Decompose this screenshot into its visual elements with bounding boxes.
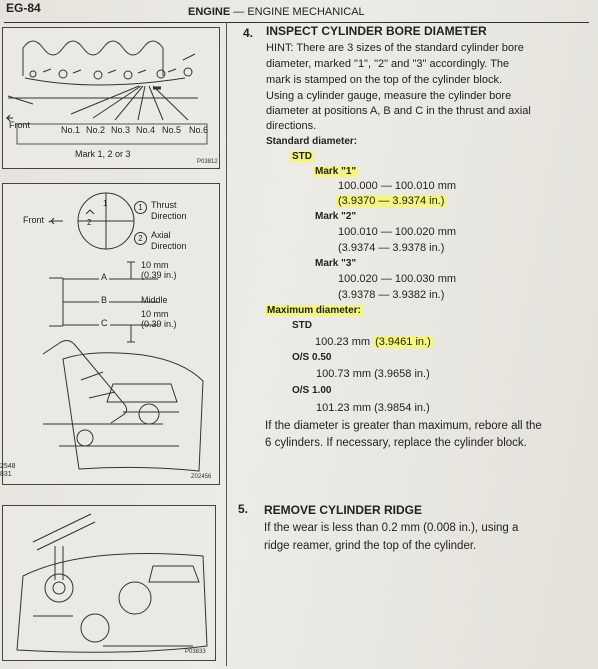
- fig2-front-text: Front: [23, 215, 45, 225]
- max-std-value: [315, 336, 433, 348]
- hint-line-3: mark is stamped on the top of the cylinder block.: [266, 74, 503, 86]
- axial-label-2: Direction: [151, 241, 187, 251]
- cylinder-position-5: No.5: [162, 125, 182, 135]
- step5-number: 5.: [238, 502, 249, 516]
- top-distance-in: (0.39 in.): [141, 270, 177, 280]
- os-100-value: 101.23 mm (3.9854 in.): [316, 402, 430, 414]
- step5-line-1: If the wear is less than 0.2 mm (0.008 in.), using a: [264, 522, 519, 534]
- top-distance-mm: 10 mm: [141, 260, 169, 270]
- step5-line-2: ridge reamer, grind the top of the cylinder.: [264, 540, 477, 552]
- mark1-label: [313, 166, 358, 177]
- bore-circle-1: 1: [103, 199, 108, 208]
- mark1-label-text: Mark "1": [315, 166, 357, 177]
- maximum-diameter-heading: [265, 305, 363, 316]
- page-header: [188, 6, 365, 18]
- thrust-label-2: Direction: [151, 211, 187, 221]
- figure-measure-positions: [2, 183, 220, 485]
- step4-title: INSPECT CYLINDER BORE DIAMETER: [266, 24, 487, 38]
- thrust-number: 1: [134, 201, 147, 214]
- hint-line-1: HINT: There are 3 sizes of the standard cylinder bore: [266, 42, 524, 54]
- std-label-text: STD: [292, 151, 312, 162]
- mark-caption: Mark 1, 2 or 3: [75, 149, 131, 159]
- os-050-value: 100.73 mm (3.9658 in.): [316, 368, 430, 380]
- hint-line-6: directions.: [266, 120, 317, 132]
- arrow-left-icon: ←: [46, 215, 56, 225]
- hint-line-4: Using a cylinder gauge, measure the cylinder bore: [266, 90, 512, 102]
- fig1-code: P03812: [197, 159, 218, 165]
- step4-note-2: 6 cylinders. If necessary, replace the cylinder block.: [265, 437, 527, 449]
- mark1-in: [336, 195, 446, 207]
- position-c: C: [101, 318, 108, 328]
- bottom-distance-in: (0.39 in.): [141, 319, 177, 329]
- axial-label-1: Axial: [151, 230, 171, 240]
- bottom-distance-mm: 10 mm: [141, 309, 169, 319]
- fig1-front-label: Front: [9, 120, 31, 130]
- position-a: A: [101, 272, 108, 282]
- header-section: ENGINE: [188, 6, 231, 18]
- max-std-in: (3.9461 in.): [375, 336, 431, 348]
- bore-circle-2: 2: [87, 218, 92, 227]
- standard-diameter-heading: Standard diameter:: [266, 136, 358, 147]
- os-100-label: O/S 1.00: [292, 385, 332, 396]
- mark2-in: (3.9374 — 3.9378 in.): [338, 242, 445, 254]
- hint-line-5: diameter at positions A, B and C in the thrust and axial: [266, 105, 531, 117]
- thrust-label-1: Thrust: [151, 200, 177, 210]
- mark2-label: Mark "2": [315, 211, 357, 222]
- mark3-mm: 100.020 — 100.030 mm: [338, 273, 457, 285]
- margin-code-1: 2548: [0, 463, 16, 470]
- hint-line-2: diameter, marked "1", "2" and "3" accordingly. The: [266, 58, 510, 70]
- ridge-reamer-drawing: [3, 506, 215, 660]
- header-rule: [4, 22, 589, 23]
- max-std-mm: 100.23 mm: [315, 336, 371, 348]
- page-code: EG-84: [6, 1, 41, 15]
- header-separator: —: [233, 6, 245, 18]
- cylinder-position-2: No.2: [86, 125, 106, 135]
- column-divider: [226, 22, 227, 666]
- fig2-front-label: [23, 215, 56, 225]
- header-subsection: ENGINE MECHANICAL: [247, 6, 365, 18]
- mark3-in: (3.9378 — 3.9382 in.): [338, 289, 445, 301]
- std-label: [290, 151, 314, 162]
- position-b: B: [101, 295, 108, 305]
- cylinder-position-3: No.3: [111, 125, 131, 135]
- mark2-mm: 100.010 — 100.020 mm: [338, 226, 457, 238]
- step4-note-1: If the diameter is greater than maximum, rebore all the: [265, 420, 542, 432]
- measure-positions-drawing: [3, 184, 219, 484]
- figure-ridge-reamer: [2, 505, 216, 661]
- mark1-in-text: (3.9370 — 3.9374 in.): [338, 195, 445, 207]
- axial-number: 2: [134, 232, 147, 245]
- cylinder-position-6: No.6: [189, 125, 209, 135]
- step4-number: 4.: [243, 26, 254, 40]
- middle-label: Middle: [141, 295, 168, 305]
- cylinder-position-4: No.4: [136, 125, 156, 135]
- os-050-label: O/S 0.50: [292, 352, 332, 363]
- fig2-code: Z02456: [191, 474, 212, 480]
- cylinder-position-1: No.1: [61, 125, 81, 135]
- figure-block-top: [2, 27, 220, 169]
- mark3-label: Mark "3": [315, 258, 357, 269]
- mark1-mm: 100.000 — 100.010 mm: [338, 180, 457, 192]
- fig3-code: P03833: [185, 649, 206, 655]
- max-std-label: STD: [292, 320, 312, 331]
- maximum-diameter-text: Maximum diameter:: [267, 305, 361, 316]
- block-top-drawing: [3, 28, 219, 168]
- margin-code-2: 831: [0, 471, 12, 478]
- step5-title: REMOVE CYLINDER RIDGE: [264, 503, 423, 517]
